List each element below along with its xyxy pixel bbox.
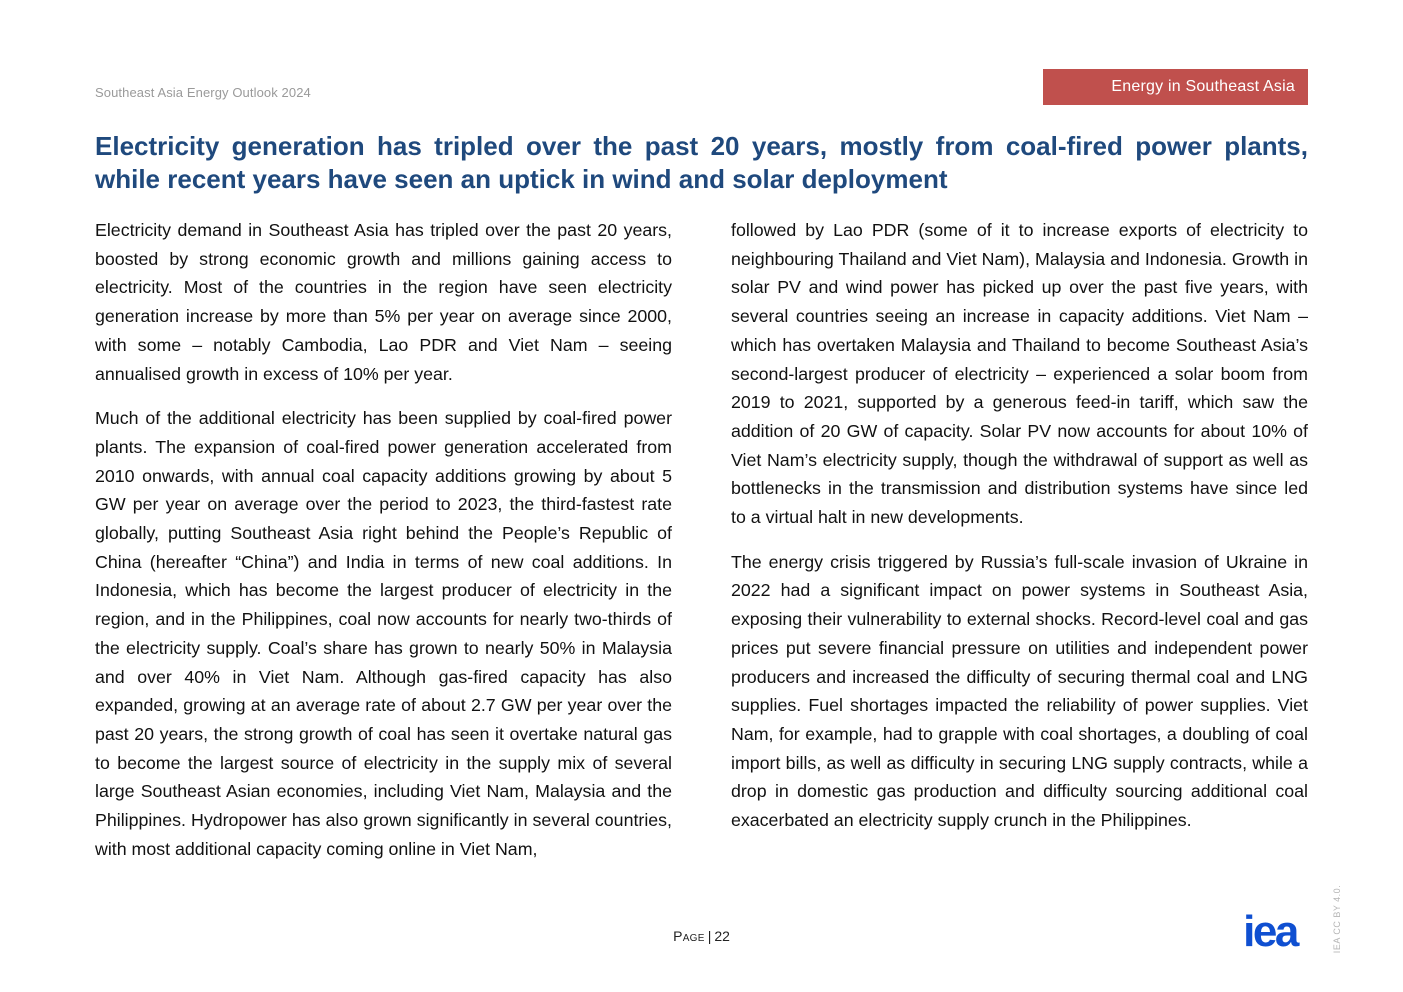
paragraph: Much of the additional electricity has been supplied by coal-fired power plants. The expansion of coal-fired power generation accelerated from 2010 onwards, with annual coal capacity additions growing by about 5 GW per year on average over the period to 2023, the third-fastest rate globally, putting Southeast Asia right behind the People’s Republic of China (hereafter “China”) and India in terms of new coal additions. In Indonesia, which has become the largest producer of electricity in the region, and in the Philippines, coal now accounts for nearly two-thirds of the electricity supply. Coal’s share has grown to nearly 50% in Malaysia and over 40% in Viet Nam. Although gas-fired capacity has also expanded, growing at an average rate of about 2.7 GW per year over the past 20 years, the strong growth of coal has seen it overtake natural gas to become the largest source of electricity in the supply mix of several large Southeast Asian economies, including Viet Nam, Malaysia and the Philippines. Hydropower has also grown significantly in several countries, with most additional capacity coming online in Viet Nam, xyxy=(95,408,672,859)
paragraph: The energy crisis triggered by Russia’s full-scale invasion of Ukraine in 2022 had a significant impact on power systems in Southeast Asia, exposing their vulnerability to external shocks. Record-level coal and gas prices put severe financial pressure on utilities and independent power producers and increased the difficulty of securing thermal coal and LNG supplies. Fuel shortages impacted the reliability of power supplies. Viet Nam, for example, had to grapple with coal shortages, a doubling of coal import bills, as well as difficulty in securing LNG supply contracts, while a drop in domestic gas production and difficulty sourcing additional coal exacerbated an electricity supply crunch in the Philippines. xyxy=(731,551,1308,831)
page-label: Page xyxy=(673,928,705,944)
page-headline: Electricity generation has tripled over the past 20 years, mostly from coal-fired power plants, while recent years have seen an uptick in wind and solar deployment xyxy=(95,131,1308,194)
section-tab xyxy=(1043,69,1308,105)
iea-logo xyxy=(1230,913,1310,953)
page-number: 22 xyxy=(714,928,730,944)
page-number-footer xyxy=(0,928,1403,944)
section-tab-label: Energy in Southeast Asia xyxy=(1111,78,1295,95)
iea-logo-text: iea xyxy=(1243,913,1297,953)
body-column-left xyxy=(95,216,672,879)
license-text: IEA CC BY 4.0. xyxy=(1332,884,1342,954)
running-header-title: Southeast Asia Energy Outlook 2024 xyxy=(95,85,311,100)
paragraph: followed by Lao PDR (some of it to increase exports of electricity to neighbouring Thailand and Viet Nam), Malaysia and Indonesia. Growth in solar PV and wind power has picked up over the past five years, with several countries seeing an increase in capacity additions. Viet Nam – which has overtaken Malaysia and Thailand to become Southeast Asia’s second-largest producer of electricity – experienced a solar boom from 2019 to 2021, supported by a generous feed-in tariff, which saw the addition of 20 GW of capacity. Solar PV now accounts for about 10% of Viet Nam’s electricity supply, though the withdrawal of support as well as bottlenecks in the transmission and distribution systems have since led to a virtual halt in new developments. xyxy=(731,220,1308,528)
license-note xyxy=(1331,878,1343,960)
page-separator: | xyxy=(707,928,712,944)
body-column-right xyxy=(731,216,1308,851)
paragraph: Electricity demand in Southeast Asia has tripled over the past 20 years, boosted by strong economic growth and millions gaining access to electricity. Most of the countries in the region have seen electricity generation increase by more than 5% per year on average since 2000, with some – notably Cambodia, Lao PDR and Viet Nam – seeing annualised growth in excess of 10% per year. xyxy=(95,220,672,384)
